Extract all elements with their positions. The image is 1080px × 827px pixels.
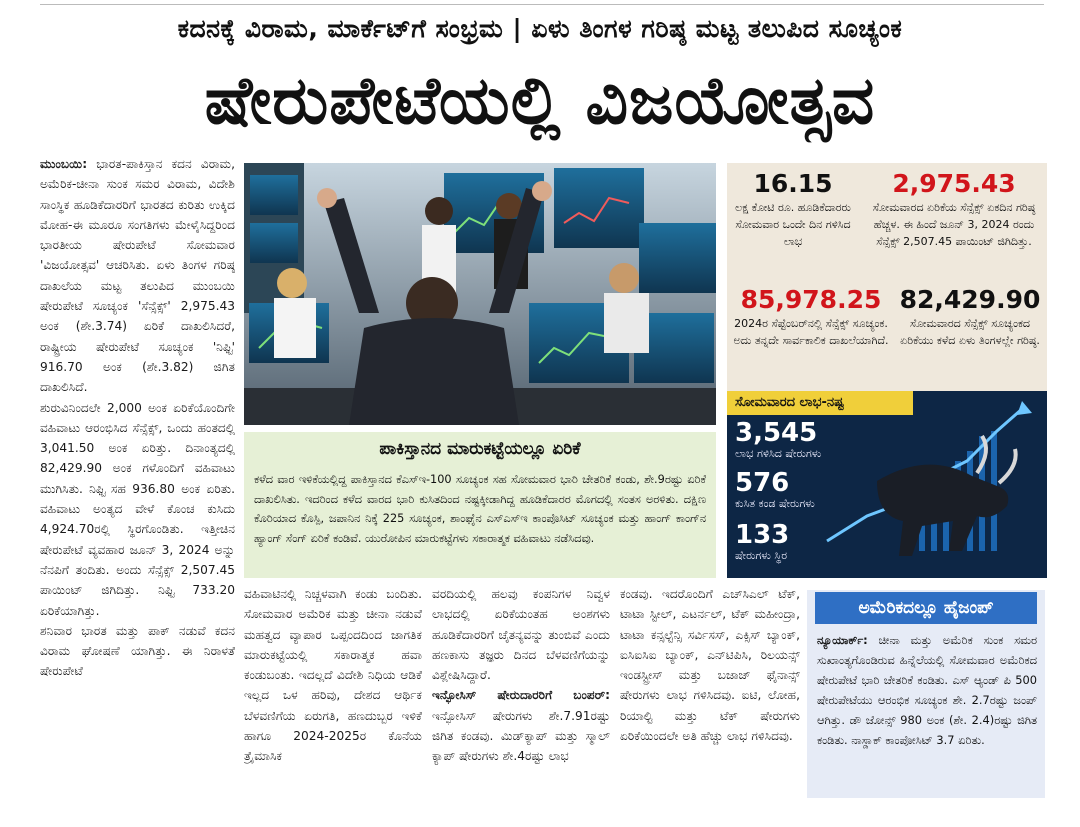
gainers-stat bbox=[735, 419, 821, 461]
stat-value: 85,978.25 bbox=[740, 285, 882, 314]
column-1 bbox=[40, 154, 235, 810]
stat-label: ಲಾಭ ಗಳಿಸಿದ ಷೇರುಗಳು bbox=[735, 447, 822, 460]
headline: ಷೇರುಪೇಟೆಯಲ್ಲಿ ವಿಜಯೋತ್ಸವ bbox=[204, 62, 876, 139]
paragraph-1: ಮುಂಬಯಿ: ಭಾರತ-ಪಾಕಿಸ್ತಾನ ಕದನ ವಿರಾಮ, ಅಮೆರಿಕ-ಚೀನಾ ಸುಂಕ ಸಮರ ವಿರಾಮ, ವಿದೇಶಿ ಸಾಂಸ್ಥಿಕ ಹೂಡಿಕೆದಾರರಿಗೆ ಭಾರತದ ಕುರಿತು ಉಕ್ಕಿದ ಮೋಹ-ಈ ಮೂರೂ ಸಂಗತಿಗಳು ಮೇಳೈಸಿದ್ದರಿಂದ ಭಾರತೀಯ ಷೇರುಪೇಟೆ ಸೋಮವಾರ 'ವಿಜಯೋತ್ಸವ' ಆಚರಿಸಿತು. ಏಳು ತಿಂಗಳ ಗರಿಷ್ಠ ದಾಖಲೆಯ ಮಟ್ಟ ತಲುಪಿದ ಮುಂಬಯಿ ಷೇರುಪೇಟೆ ಸೂಚ್ಯಂಕ 'ಸೆನ್ಸೆಕ್ಸ್' 2,975.43 ಅಂಕ (ಶೇ.3.74) ಏರಿಕೆ ದಾಖಲಿಸಿದರೆ, ರಾಷ್ಟ್ರೀಯ ಷೇರುಪೇಟೆ ಸೂಚ್ಯಂಕ 'ನಿಫ್ಟಿ' 916.70 ಅಂಕ (ಶೇ.3.82) ಜಿಗಿತ ದಾಖಲಿಸಿದೆ. bbox=[40, 157, 235, 395]
stat-value: 133 bbox=[735, 520, 790, 550]
unchanged-stat bbox=[735, 521, 789, 563]
subhead-lead: ಇನ್ಫೋಸಿಸ್ ಷೇರುದಾರರಿಗೆ ಬಂಪರ್: bbox=[432, 688, 610, 703]
stat-value: 82,429.90 bbox=[899, 285, 1041, 314]
stat-sensex-close bbox=[897, 285, 1043, 349]
stat-value: 16.15 bbox=[753, 169, 833, 198]
stat-value: 2,975.43 bbox=[892, 169, 1016, 198]
stat-record-high bbox=[731, 285, 891, 349]
trading-floor-photo bbox=[244, 163, 716, 425]
column-2 bbox=[244, 584, 422, 810]
paragraph: ಕಂಡವು. ಇದರೊಂದಿಗೆ ಎಚ್‌ಸಿಎಲ್ ಟೆಕ್, ಟಾಟಾ ಸ್ಟೀಲ್, ಎಟರ್ನಲ್, ಟೆಕ್ ಮಹೀಂದ್ರಾ, ಟಾಟಾ ಕನ್ಸಲ್ಟೆನ್ಸಿ ಸರ್ವಿಸಸ್, ಎಕ್ಸಿಸ್ ಬ್ಯಾಂಕ್, ಐಸಿಐಸಿಐ ಬ್ಯಾಂಕ್, ಎನ್‌ಟಿಪಿಸಿ, ರಿಲಯನ್ಸ್ ಇಂಡಸ್ಟ್ರೀಸ್ ಮತ್ತು ಬಜಾಜ್ ಫೈನಾನ್ಸ್ ಷೇರುಗಳು ಲಾಭ ಗಳಿಸಿದವು. ಐಟಿ, ಲೋಹ, ರಿಯಾಲ್ಟಿ ಮತ್ತು ಟೆಕ್ ಷೇರುಗಳು ಏರಿಕೆಯಿಂದಲೇ ಅತಿ ಹೆಚ್ಚು ಲಾಭ ಗಳಿಸಿದವು. bbox=[620, 587, 800, 744]
stat-value: 3,545 bbox=[735, 418, 818, 448]
box-title: ಪಾಕಿಸ್ತಾನದ ಮಾರುಕಟ್ಟೆಯಲ್ಲೂ ಏರಿಕೆ bbox=[379, 439, 581, 459]
gain-loss-box bbox=[727, 391, 1047, 578]
stat-text: ಸೋಮವಾರದ ಸೆನ್ಸೆಕ್ಸ್ ಸೂಚ್ಯಂಕದ ಏರಿಕೆಯು ಕಳೆದ ಏಳು ತಿಂಗಳಲ್ಲೇ ಗರಿಷ್ಠ. bbox=[900, 317, 1040, 347]
stats-panel bbox=[727, 163, 1047, 391]
pakistan-market-box bbox=[244, 432, 716, 578]
paragraph-2: ಶುರುವಿನಿಂದಲೇ 2,000 ಅಂಕ ಏರಿಕೆಯೊಂದಿಗೇ ವಹಿವಾಟು ಆರಂಭಿಸಿದ ಸೆನ್ಸೆಕ್ಸ್, ಒಂದು ಹಂತದಲ್ಲಿ 3,041.50 ಅಂಕ ಏರಿತ್ತು. ದಿನಾಂತ್ಯದಲ್ಲಿ 82,429.90 ಅಂಕ ಗಳೊಂದಿಗೆ ವಹಿವಾಟು ಮುಗಿಸಿತು. ನಿಫ್ಟಿ ಸಹ 936.80 ಅಂಕ ಏರಿತು. ವಹಿವಾಟು ಅಂತ್ಯದ ವೇಳೆ ಕೊಂಚ ಕುಸಿದು 4,924.70ರಲ್ಲಿ ಸ್ಥಿರಗೊಂಡಿತು. ಇತ್ತೀಚಿನ ಷೇರುಪೇಟೆ ವ್ಯವಹಾರ ಜೂನ್ 3, 2024 ಅನ್ನು ನೆನಪಿಗೆ ತಂದಿತು. ಅಂದು ಸೆನ್ಸೆಕ್ಸ್ 2,507.45 ಪಾಯಿಂಟ್ ಜಿಗಿದಿತ್ತು. ನಿಫ್ಟಿ 733.20 ಏರಿಕೆಯಾಗಿತ್ತು. bbox=[40, 400, 235, 618]
paragraph-1: ವರದಿಯಲ್ಲಿ ಹಲವು ಕಂಪನಿಗಳ ನಿವ್ವಳ ಲಾಭದಲ್ಲಿ ಏರಿಕೆಯಂತಹ ಅಂಶಗಳು ಹೂಡಿಕೆದಾರರಿಗೆ ಚೈತನ್ಯವನ್ನು ತುಂಬಿವೆ ಎಂದು ಹಣಕಾಸು ತಜ್ಞರು ದಿನದ ಬೆಳವಣಿಗೆಯನ್ನು ವಿಶ್ಲೇಷಿಸಿದ್ದಾರೆ. bbox=[432, 587, 610, 683]
box-title: ಅಮೆರಿಕದಲ್ಲೂ ಹೈಜಂಪ್ bbox=[815, 592, 1037, 624]
box-body: ಕಳೆದ ವಾರ ಇಳಿಕೆಯಲ್ಲಿದ್ದ ಪಾಕಿಸ್ತಾನದ ಕೆಎಸ್‌ಇ-100 ಸೂಚ್ಯಂಕ ಸಹ ಸೋಮವಾರ ಭಾರಿ ಚೇತರಿಕೆ ಕಂಡು, ಶೇ.9ರಷ್ಟು ಏರಿಕೆ ದಾಖಲಿಸಿತು. ಇದರಿಂದ ಕಳೆದ ವಾರದ ಭಾರಿ ಕುಸಿತದಿಂದ ನಷ್ಟಕ್ಕೀಡಾಗಿದ್ದ ಹೂಡಿಕೆದಾರರ ಮೊಗದಲ್ಲಿ ಸಂತಸ ಅರಳಿತು. ದಕ್ಷಿಣ ಕೊರಿಯಾದ ಕೊಸ್ಪಿ, ಜಪಾನಿನ ನಿಕ್ಕೆ 225 ಸೂಚ್ಯಂಕ, ಶಾಂಘೈನ ಎಸ್‌ಎಸ್‌ಇ ಕಾಂಪೊಸಿಟ್ ಸೂಚ್ಯಂಕ ಮತ್ತು ಹಾಂಗ್ ಕಾಂಗ್‌ನ ಹ್ಯಾಂಗ್ ಸೆಂಗ್ ಏರಿಕೆ ಕಂಡಿವೆ. ಯುರೋಪಿನ ಮಾರುಕಟ್ಟೆಗಳು ಸಕಾರಾತ್ಮಕ ವಹಿವಾಟು ನಡೆಸಿದವು. bbox=[254, 473, 706, 546]
gain-loss-title: ಸೋಮವಾರದ ಲಾಭ-ನಷ್ಟ bbox=[727, 391, 913, 415]
stat-label: ಷೇರುಗಳು ಸ್ಥಿರ bbox=[735, 549, 788, 562]
losers-stat bbox=[735, 469, 815, 511]
stat-text: ಸೋಮವಾರದ ಏರಿಕೆಯ ಸೆನ್ಸೆಕ್ಸ್ ಏಕದಿನ ಗರಿಷ್ಠ ಹೆಚ್ಚಳ. ಈ ಹಿಂದೆ ಜೂನ್ 3, 2024 ರಂದು ಸೆನ್ಸೆಕ್ಸ್ 2,507.45 ಪಾಯಿಂಟ್ ಜಿಗಿದಿತ್ತು. bbox=[872, 201, 1036, 248]
stat-text: 2024ರ ಸೆಪ್ಟೆಂಬರ್‌ನಲ್ಲಿ ಸೆನ್ಸೆಕ್ಸ್ ಸೂಚ್ಯಂಕ. ಅದು ತನ್ನದೇ ಸಾರ್ವಕಾಲಿಕ ದಾಖಲೆಯಾಗಿದೆ. bbox=[733, 317, 889, 347]
kicker: ಕದನಕ್ಕೆ ವಿರಾಮ, ಮಾರ್ಕೆಟ್‌ಗೆ ಸಂಭ್ರಮ | ಏಳು ತಿಂಗಳ ಗರಿಷ್ಠ ಮಟ್ಟ ತಲುಪಿದ ಸೂಚ್ಯಂಕ bbox=[177, 14, 903, 43]
box-body: ನ್ಯೂಯಾರ್ಕ್: ಚೀನಾ ಮತ್ತು ಅಮೆರಿಕ ಸುಂಕ ಸಮರ ಸುಖಾಂತ್ಯಗೊಂಡಿರುವ ಹಿನ್ನೆಲೆಯಲ್ಲಿ ಸೋಮವಾರ ಅಮೆರಿಕದ ಷೇರುಪೇಟೆ ಭಾರಿ ಚೇತರಿಕೆ ಕಂಡಿತು. ಎಸ್ ಆ್ಯಂಡ್ ಪಿ 500 ಷೇರುಪೇಟೆಯು ಆರಂಭಿಕ ಸೂಚ್ಯಂಕ ಶೇ. 2.7ರಷ್ಟು ಜಂಪ್ ಆಗಿತ್ತು. ಡೌ ಜೋನ್ಸ್ 980 ಅಂಕ (ಶೇ. 2.4)ರಷ್ಟು ಜಿಗಿತ ಕಂಡಿತು. ನಾಸ್ಡಾಕ್ ಕಾಂಪೋಸಿಟ್ 3.7 ಏರಿತು. bbox=[817, 633, 1037, 747]
stat-text: ಲಕ್ಷ ಕೋಟಿ ರೂ. ಹೂಡಿಕೆದಾರರು ಸೋಮವಾರ ಒಂದೇ ದಿನ ಗಳಿಸಿದ ಲಾಭ bbox=[735, 201, 851, 248]
column-4 bbox=[620, 584, 800, 810]
top-rule bbox=[40, 4, 1044, 5]
stat-value: 576 bbox=[735, 468, 790, 498]
paragraph-3: ಶನಿವಾರ ಭಾರತ ಮತ್ತು ಪಾಕ್ ನಡುವೆ ಕದನ ವಿರಾಮ ಘೋಷಣೆ ಯಾಗಿತ್ತು. ಈ ನಿರಾಳತೆ ಷೇರುಪೇಟೆ bbox=[40, 623, 235, 679]
stat-sensex-jump bbox=[865, 169, 1043, 250]
paragraph-2: ಇನ್ಫೋಸಿಸ್ ಷೇರುದಾರರಿಗೆ ಬಂಪರ್: ಇನ್ಫೋಸಿಸ್ ಷೇರುಗಳು ಶೇ.7.91ರಷ್ಟು ಜಿಗಿತ ಕಂಡವು. ಮಿಡ್‌ಕ್ಯಾಪ್ ಮತ್ತು ಸ್ಮಾಲ್ ಕ್ಯಾಪ್ ಷೇರುಗಳು ಶೇ.4ರಷ್ಟು ಲಾಭ bbox=[432, 688, 610, 764]
us-market-box bbox=[807, 590, 1045, 798]
column-3 bbox=[432, 584, 610, 810]
paragraph: ವಹಿವಾಟಿನಲ್ಲಿ ನಿಚ್ಚಳವಾಗಿ ಕಂಡು ಬಂದಿತು. ಸೋಮವಾರ ಅಮೆರಿಕ ಮತ್ತು ಚೀನಾ ನಡುವೆ ಮಹತ್ವದ ವ್ಯಾಪಾರ ಒಪ್ಪಂದದಿಂದ ಜಾಗತಿಕ ಮಾರುಕಟ್ಟೆಯಲ್ಲಿ ಸಕಾರಾತ್ಮಕ ಹವಾ ಕಂಡುಬಂತು. ಇದಲ್ಲದೆ ವಿದೇಶಿ ನಿಧಿಯ ಆಡಿಕೆ ಇಲ್ಲದ ಒಳ ಹರಿವು, ದೇಶದ ಆರ್ಥಿಕ ಬೆಳವಣಿಗೆಯ ಏರುಗತಿ, ಹಣದುಬ್ಬರ ಇಳಿಕೆ ಹಾಗೂ 2024-2025ರ ಕೊನೆಯ ತ್ರೈಮಾಸಿಕ bbox=[244, 587, 422, 764]
dateline: ಮುಂಬಯಿ: bbox=[40, 157, 88, 171]
stat-label: ಕುಸಿತ ಕಂಡ ಷೇರುಗಳು bbox=[735, 497, 815, 510]
stat-investor-gain bbox=[733, 169, 853, 250]
dateline: ನ್ಯೂಯಾರ್ಕ್: bbox=[817, 633, 868, 647]
